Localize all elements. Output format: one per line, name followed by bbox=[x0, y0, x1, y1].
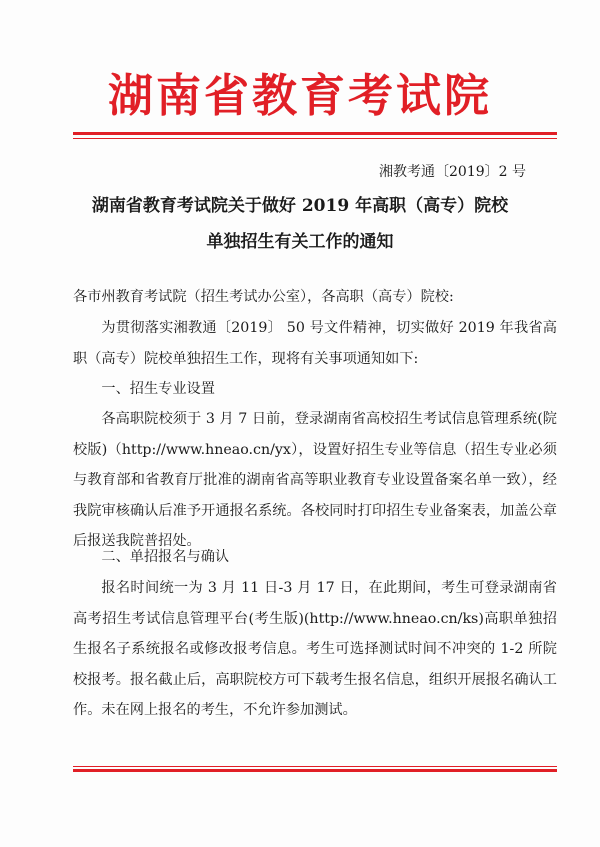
document-title-line-2: 单独招生有关工作的通知 bbox=[206, 232, 394, 252]
intro-paragraph: 为贯彻落实湘教通〔2019〕 50 号文件精神，切实做好 2019 年我省高职（高专）院校单独招生工作，现将有关事项通知如下: bbox=[73, 320, 557, 367]
salutation: 各市州教育考试院（招生考试办公室），各高职（高专）院校: bbox=[73, 289, 454, 305]
section-1-heading: 一、招生专业设置 bbox=[101, 381, 215, 397]
section-2-heading: 二、单招报名与确认 bbox=[101, 549, 230, 565]
footer-rule-thick bbox=[73, 769, 557, 772]
footer-rule-thin bbox=[73, 766, 557, 767]
masthead-title: 湖南省教育考试院 bbox=[107, 69, 492, 122]
masthead-rule-thin bbox=[73, 138, 557, 139]
document-number: 湘教考通〔2019〕2 号 bbox=[379, 164, 526, 180]
masthead-rule-thick bbox=[73, 132, 557, 135]
document-title-line-1: 湖南省教育考试院关于做好 2019 年高职（高专）院校 bbox=[91, 196, 509, 216]
section-2-body: 报名时间统一为 3 月 11 日-3 月 17 日，在此期间，考生可登录湖南省高考招生考试信息管理平台(考生版)(http://www.hneao.cn/ks)高职单独招生报名子系统报名或修改报考信息。考生可选择测试时间不冲突的 1-2 所院校报考。报名截止后，高职院校方可下载考生报名信息，组织开展报名确认工作。未在网上报名的考生，不允许参加测试。 bbox=[73, 580, 557, 719]
section-1-body: 各高职院校须于 3 月 7 日前，登录湖南省高校招生考试信息管理系统(院校版)（http://www.hneao.cn/yx），设置好招生专业等信息（招生专业必须与教育部和省教育厅批准的湖南省高等职业教育专业设置备案名单一致），经我院审核确认后准予开通报名系统。各校同时打印招生专业备案表，加盖公章后报送我院普招处。 bbox=[73, 411, 557, 550]
